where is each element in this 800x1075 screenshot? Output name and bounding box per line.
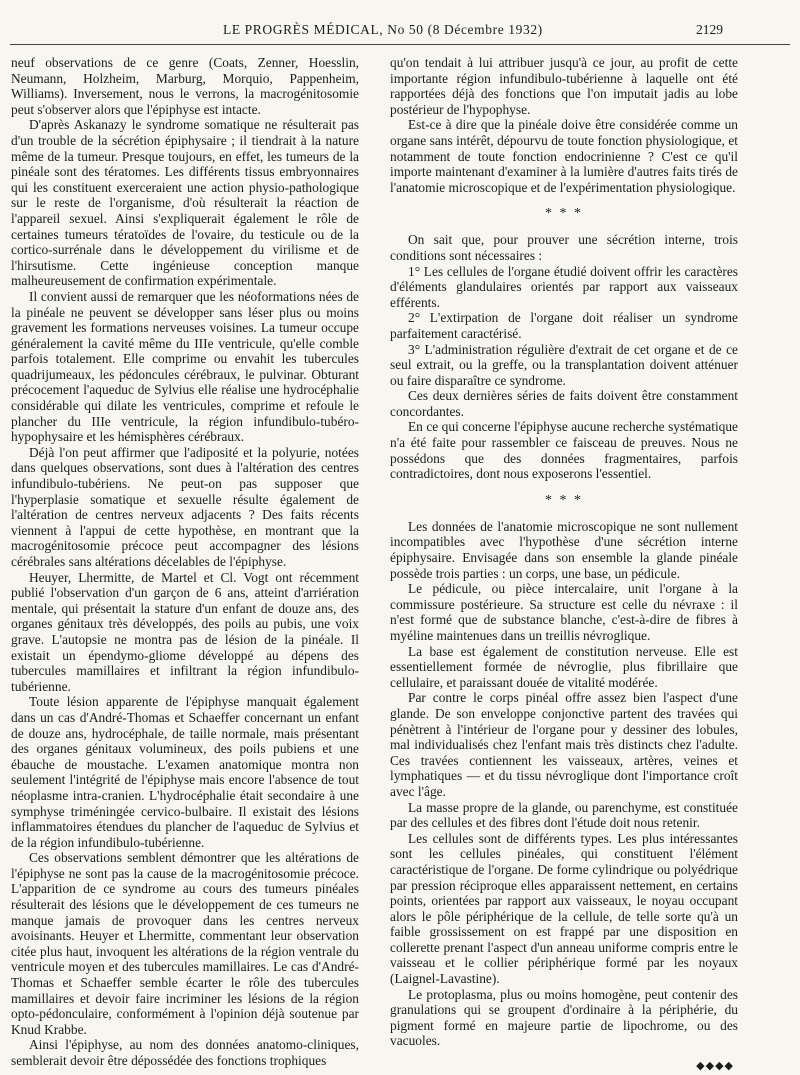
journal-title: LE PROGRÈS MÉDICAL, No 50 (8 Décembre 1932): [223, 22, 543, 37]
header-rule: [10, 44, 790, 45]
page-number: 2129: [696, 22, 723, 37]
end-ornament: ◆◆◆◆: [696, 1060, 734, 1073]
paragraph: 1° Les cellules de l'organe étudié doivent offrir les caractères d'éléments glandulaires orientés par rapport aux vaisseaux efférents.: [390, 263, 738, 310]
paragraph: La masse propre de la glande, ou parenchyme, est constituée par des cellules et des fibres dont l'étude doit nous retenir.: [390, 799, 738, 831]
paragraph: Les données de l'anatomie microscopique ne sont nullement incompatibles avec l'hypothèse d'une sécrétion interne épiphysaire. Envisagée dans son ensemble la glande pinéale possède trois parties : un corps, une base, un pédicule.: [390, 518, 738, 581]
paragraph: qu'on tendait à lui attribuer jusqu'à ce jour, au profit de cette importante région infundibulo-tubérienne à laquelle ont été rapportées déjà des fonctions que l'on imputait jadis au lobe postérieur de l'hypophyse.: [390, 55, 738, 117]
left-column: [11, 55, 359, 1069]
paragraph: D'après Askanazy le syndrome somatique ne résulterait pas d'un trouble de la sécrétion épiphysaire ; il tiendrait à la nature même de la tumeur. Presque toujours, en effet, les tumeurs de la pinéale sont des tératomes. Les différents tissus embryonnaires qui les constituent exerceraient une action physio-pathologique sur le reste de l'organisme, d'où résulterait la réaction de l'appareil sexuel. Ainsi s'expliquerait également le rôle de certaines tumeurs tératoïdes de l'ovaire, du testicule ou de la cortico-surrénale dans le développement du virilisme et de l'hirsutisme. Cette ingénieuse conception manque malheureusement de confirmation expérimentale.: [11, 117, 359, 289]
paragraph: Déjà l'on peut affirmer que l'adiposité et la polyurie, notées dans quelques observations, sont dues à l'altération des centres infundibulo-tubériens. Ne peut-on pas supposer que l'hyperplasie somatique et sexuelle résulte également de l'altération de centres nerveux adjacents ? Des faits récents viennent à l'appui de cette hypothèse, en montrant que la macrogénitosomie précoce peut accompagner des lésions cérébrales sans altérations décelables de l'épiphyse.: [11, 444, 359, 569]
paragraph: On sait que, pour prouver une sécrétion interne, trois conditions sont nécessaires :: [390, 232, 738, 263]
paragraph: Il convient aussi de remarquer que les néoformations nées de la pinéale ne peuvent se développer sans léser plus ou moins gravement les formations nerveuses voisines. La tumeur occupe généralement la cavité même du IIIe ventricule, qu'elle comble parfois totalement. Elle comprime ou envahit les tubercules quadrijumeaux, les pédoncules cérébraux, le pulvinar. Obturant précocement l'aqueduc de Sylvius elle réalise une hydrocéphalie considérable qui dilate les ventricules, comprime et refoule le plancher du IIIe ventricule, la région infundibulo-tubéro-hypophysaire et les hémisphères cérébraux.: [11, 288, 359, 445]
paragraph: Heuyer, Lhermitte, de Martel et Cl. Vogt ont récemment publié l'observation d'un garçon de 6 ans, atteint d'arriération mentale, qui présentait la stature d'un enfant de douze ans, des organes génitaux très développés, des poils au pubis, une voix grave. L'autopsie ne montra pas de lésion de la pinéale. Il existait un épendymo-gliome développé au dépens des tubercules mamillaires et infiltrant la région infundibulo-tubérienne.: [11, 569, 359, 694]
paragraph: Est-ce à dire que la pinéale doive être considérée comme un organe sans intérêt, dépourvu de toute fonction physiologique, et notamment de toute fonction endocrinienne ? C'est ce qu'il importe maintenant d'examiner à la lumière d'autres faits tirés de l'anatomie microscopique et de l'expérimentation physiologique.: [390, 117, 738, 195]
section-separator: * * *: [545, 206, 583, 222]
paragraph: neuf observations de ce genre (Coats, Zenner, Hoesslin, Neumann, Holzheim, Marburg, Morquio, Pappenheim, Williams). Inversement, nous le verrons, la macrogénitosomie peut s'observer alors que l'épiphyse est intacte.: [11, 55, 359, 117]
right-column: [390, 55, 738, 1075]
paragraph: 3° L'administration régulière d'extrait de cet organe et de ce seul extrait, ou la greffe, ou la transplantation doivent atténuer ou faire disparaître ce syndrome.: [390, 341, 738, 388]
paragraph: 2° L'extirpation de l'organe doit réaliser un syndrome parfaitement caractérisé.: [390, 310, 738, 341]
paragraph: Ces deux dernières séries de faits doivent être constamment concordantes.: [390, 388, 738, 419]
paragraph: La base est également de constitution nerveuse. Elle est essentiellement formée de névroglie, plus fibrillaire que cellulaire, et paraissant douée de vitalité modérée.: [390, 643, 738, 690]
running-header: [0, 22, 800, 42]
paragraph: Par contre le corps pinéal offre assez bien l'aspect d'une glande. De son enveloppe conjonctive partent des travées qui pénètrent à l'intérieur de l'organe pour y dessiner des lobules, mal individualisés chez l'enfant mais très distincts chez l'adulte. Ces travées contiennent les vaisseaux, artères, veines et lymphatiques — et du tissu névroglique dont l'importance croît avec l'âge.: [390, 690, 738, 799]
paragraph: Ces observations semblent démontrer que les altérations de l'épiphyse ne sont pas la cause de la macrogénitosomie précoce. L'apparition de ce syndrome au cours des tumeurs pinéales résulterait des lésions que le développement de ces tumeurs ne manque jamais de provoquer dans les centres nerveux avoisinants. Heuyer et Lhermitte, commentant leur observation citée plus haut, invoquent les altérations de la région ventrale du ventricule moyen et des tubercules mamillaires. Le cas d'André-Thomas et Schaeffer semble écarter le rôle des tubercules mamillaires et devoir faire incriminer les lésions de la région opto-pédonculaire, conformément à l'opinion déjà soutenue par Knud Krabbe.: [11, 850, 359, 1037]
paragraph: Toute lésion apparente de l'épiphyse manquait également dans un cas d'André-Thomas et Schaeffer concernant un enfant de douze ans, hydrocéphale, de taille normale, mais présentant des organes génitaux volumineux, des poils pubiens et une ébauche de moustache. L'examen anatomique montra non seulement l'intégrité de l'épiphyse mais encore l'absence de tout néoplasme intra-cranien. L'hydrocéphalie était secondaire à une symphyse triméningée cervico-bulbaire. Il existait des lésions inflammatoires étendues du plancher de l'aqueduc de Sylvius et de la région infundibulo-tubérienne.: [11, 694, 359, 850]
paragraph: Le protoplasma, plus ou moins homogène, peut contenir des granulations qui se groupent d'ordinaire à la périphérie, du pigment formé en majeure partie de lipochrome, ou des vacuoles.: [390, 986, 738, 1049]
paragraph: Le pédicule, ou pièce intercalaire, unit l'organe à la commissure postérieure. Sa structure est celle du névraxe : il n'est formé que de substance blanche, c'est-à-dire de fibres à myéline maintenues dans un treillis névroglique.: [390, 581, 738, 643]
paragraph: En ce qui concerne l'épiphyse aucune recherche systématique n'a été faite pour rassembler ce faisceau de preuves. Nous ne possédons que des données fragmentaires, parfois contradictoires, dont nous exposerons l'essentiel.: [390, 419, 738, 482]
paragraph: Ainsi l'épiphyse, au nom des données anatomo-cliniques, semblerait devoir être dépossédée des fonctions trophiques: [11, 1037, 359, 1068]
paragraph: Les cellules sont de différents types. Les plus intéressantes sont les cellules pinéales, qui constituent l'élément caractéristique de l'organe. De forme cylindrique ou polyédrique par pression réciproque elles apparaissent nettement, en certains points, orientées par rapport aux vaisseaux, le noyau occupant alors le pôle périphérique de la cellule, de telle sorte qu'à un faible grossissement on est frappé par une disposition en collerette prenant l'aspect d'un anneau uniforme compris entre le vaisseau et le collier périphérique formé par les noyaux (Laignel-Lavastine).: [390, 830, 738, 987]
section-separator: * * *: [545, 492, 583, 508]
